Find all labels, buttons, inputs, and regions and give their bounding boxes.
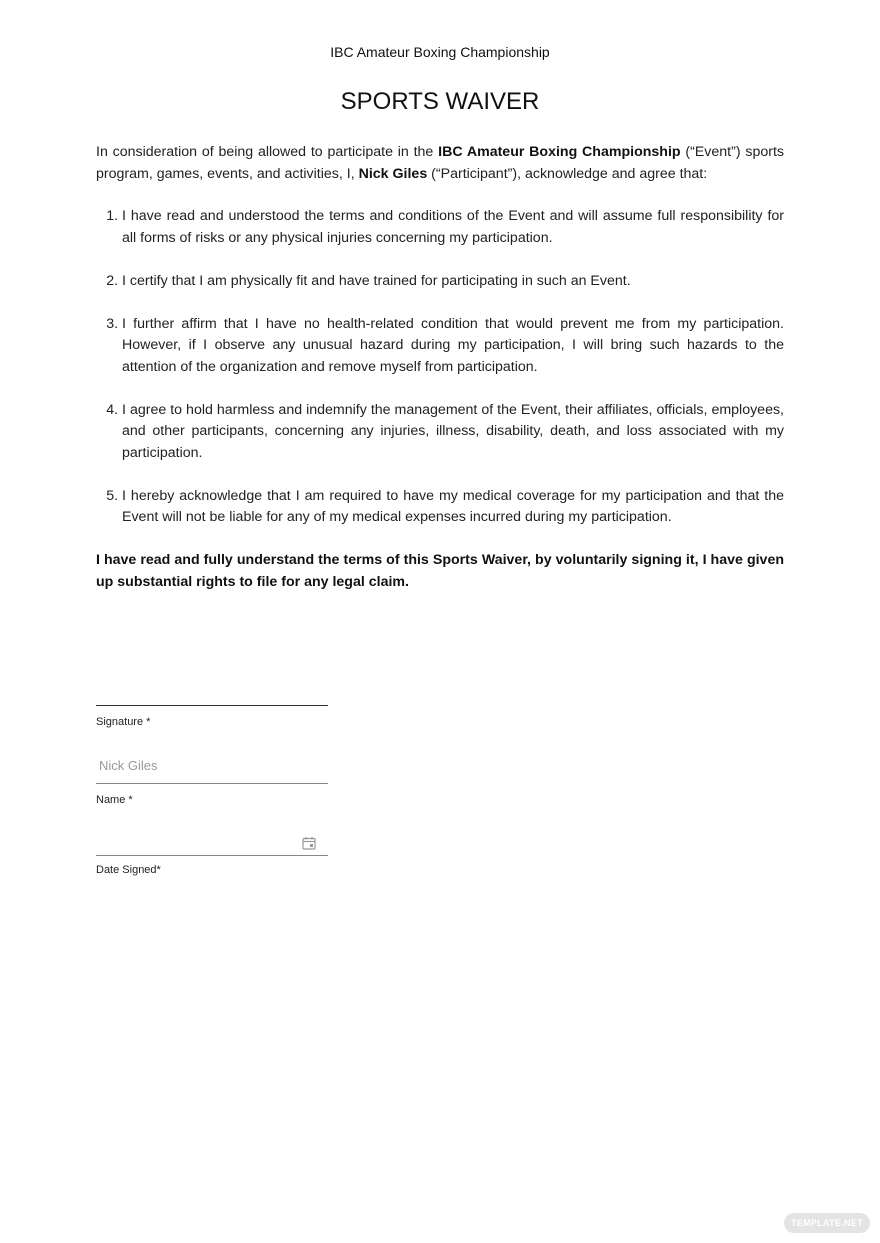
intro-event-name: IBC Amateur Boxing Championship bbox=[438, 144, 681, 160]
term-item: 3. I further affirm that I have no health-related condition that would prevent me from my participation. However, if I observe any unusual hazard during my participation, I will bring such hazards to the attention of the organization and remove myself from participation. bbox=[122, 314, 784, 379]
name-input[interactable]: Nick Giles bbox=[99, 758, 158, 773]
term-item: 5. I hereby acknowledge that I am required to have my medical coverage for my participation and that the Event will not be liable for any of my medical expenses incurred during my participation. bbox=[122, 486, 784, 529]
term-item: 4. I agree to hold harmless and indemnify the management of the Event, their affiliates, officials, employees, and other participants, concerning any injuries, illness, disability, death, and loss associated with my participation. bbox=[122, 400, 784, 465]
event-heading: IBC Amateur Boxing Championship bbox=[330, 44, 550, 60]
signature-field[interactable] bbox=[96, 705, 328, 706]
name-label: Name * bbox=[96, 794, 133, 806]
intro-paragraph bbox=[96, 142, 784, 185]
intro-participant-name: Nick Giles bbox=[358, 165, 428, 182]
date-signed-field[interactable] bbox=[96, 855, 328, 856]
acknowledgement-statement: I have read and fully understand the terms of this Sports Waiver, by voluntarily signing it, I have given up substantial rights to file for any legal claim. bbox=[96, 552, 784, 590]
intro-text-3: (“Participant”), acknowledge and agree that: bbox=[427, 165, 708, 182]
term-item: 1. I have read and understood the terms and conditions of the Event and will assume full responsibility for all forms of risks or any physical injuries concerning my participation. bbox=[122, 206, 784, 249]
page-title: SPORTS WAIVER bbox=[340, 88, 540, 115]
watermark: TEMPLATE.NET bbox=[784, 1213, 870, 1233]
term-item: 2. I certify that I am physically fit and have trained for participating in such an Event. bbox=[122, 271, 784, 293]
name-field-underline bbox=[96, 783, 328, 784]
intro-text-1: In consideration of being allowed to participate in the bbox=[96, 144, 439, 160]
calendar-icon[interactable] bbox=[302, 836, 316, 850]
signature-label: Signature * bbox=[96, 716, 151, 728]
terms-list bbox=[96, 206, 784, 550]
date-signed-label: Date Signed* bbox=[96, 864, 161, 876]
intro-text-2: (“Event”) sports program, games, events, and activities, I, bbox=[96, 144, 784, 182]
